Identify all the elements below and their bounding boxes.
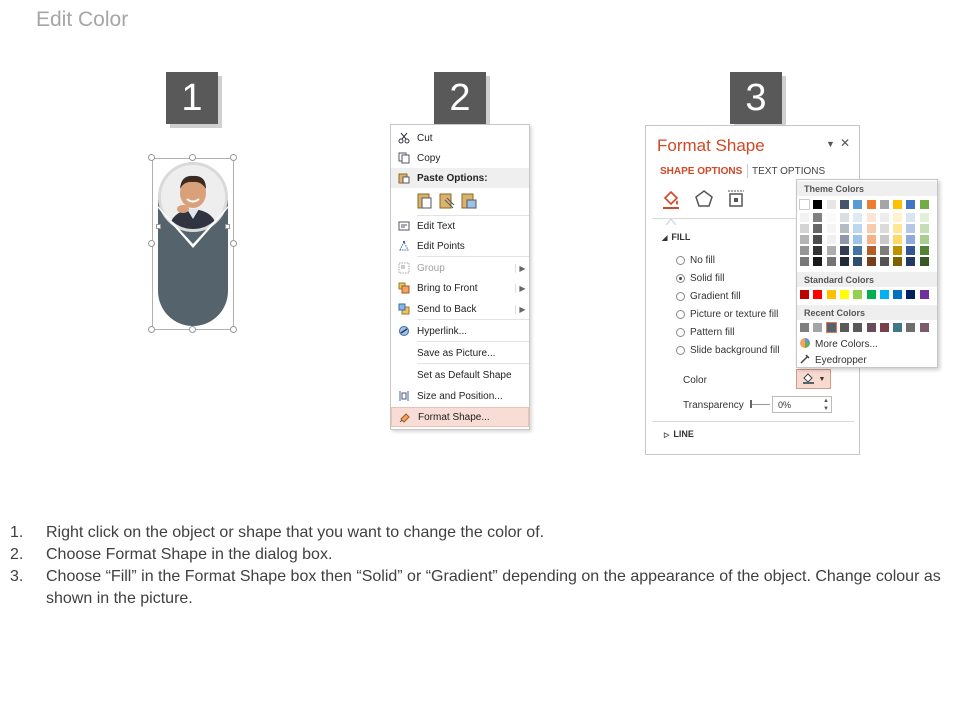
radio-button[interactable]	[676, 292, 685, 301]
theme-color-shade-swatch[interactable]	[867, 257, 876, 266]
recent-color-swatch[interactable]	[893, 323, 902, 332]
theme-color-swatch[interactable]	[906, 200, 915, 209]
resize-handle[interactable]	[148, 154, 155, 161]
resize-handle[interactable]	[189, 154, 196, 161]
theme-color-shade-swatch[interactable]	[880, 246, 889, 255]
theme-color-swatch[interactable]	[827, 200, 836, 209]
radio-picture-fill[interactable]: Picture or texture fill	[676, 309, 778, 320]
submenu-arrow-icon[interactable]: ▶	[515, 284, 529, 293]
pane-divider	[652, 421, 854, 422]
theme-color-shade-swatch[interactable]	[827, 213, 836, 222]
theme-color-swatch[interactable]	[920, 200, 929, 209]
chevron-down-icon: ▼	[818, 375, 826, 383]
theme-color-shade-swatch[interactable]	[906, 257, 915, 266]
paste-keep-formatting-icon[interactable]	[417, 192, 433, 213]
radio-button[interactable]	[676, 328, 685, 337]
theme-color-shade-swatch[interactable]	[880, 235, 889, 244]
bring-front-icon	[391, 282, 417, 294]
send-back-icon	[391, 303, 417, 315]
theme-color-shade-swatch[interactable]	[853, 224, 862, 233]
menu-item-edit-text[interactable]: Edit Text	[391, 216, 529, 236]
menu-item-set-default-shape[interactable]: Set as Default Shape	[417, 369, 512, 381]
theme-color-shade-swatch[interactable]	[813, 213, 822, 222]
theme-colors-header: Theme Colors	[797, 181, 937, 196]
chevron-notch	[158, 206, 228, 248]
tab-shape-options[interactable]: SHAPE OPTIONS	[660, 166, 743, 177]
spinner-arrows-icon[interactable]: ▲ ▼	[823, 398, 829, 412]
radio-no-fill[interactable]: No fill	[676, 255, 715, 266]
pane-options-dropdown-icon[interactable]: ▼	[826, 139, 835, 149]
paste-icon	[391, 172, 417, 184]
theme-color-shade-swatch[interactable]	[880, 224, 889, 233]
theme-color-shade-swatch[interactable]	[920, 235, 929, 244]
recent-color-swatch[interactable]	[906, 323, 915, 332]
step-badge-1: 1	[166, 72, 218, 124]
format-pane-title: Format Shape	[657, 136, 765, 155]
theme-color-shade-swatch[interactable]	[867, 213, 876, 222]
paste-destination-theme-icon[interactable]	[439, 192, 455, 213]
edit-points-icon	[391, 240, 417, 252]
page-title: Edit Color	[36, 8, 129, 31]
theme-color-shade-swatch[interactable]	[800, 257, 809, 266]
standard-color-swatch[interactable]	[853, 290, 862, 299]
eyedropper-option[interactable]: Eyedropper	[799, 353, 867, 368]
instructions-list	[10, 522, 950, 610]
radio-button[interactable]	[676, 256, 685, 265]
theme-color-shade-swatch[interactable]	[813, 224, 822, 233]
group-icon	[391, 262, 417, 274]
menu-item-save-as-picture[interactable]: Save as Picture...	[417, 347, 496, 359]
menu-separator	[417, 341, 529, 342]
instruction-item: 2. Choose Format Shape in the dialog box.	[10, 546, 333, 563]
tab-text-options[interactable]: TEXT OPTIONS	[752, 166, 826, 177]
copy-icon	[391, 152, 417, 164]
recent-color-swatch[interactable]	[840, 323, 849, 332]
radio-button-selected[interactable]	[676, 274, 685, 283]
paste-as-picture-icon[interactable]	[461, 192, 477, 213]
theme-color-shade-swatch[interactable]	[840, 235, 849, 244]
submenu-arrow-icon[interactable]: ▶	[515, 305, 529, 314]
recent-color-swatch[interactable]	[813, 323, 822, 332]
theme-color-shade-swatch[interactable]	[893, 235, 902, 244]
standard-color-swatch[interactable]	[867, 290, 876, 299]
standard-color-swatch[interactable]	[880, 290, 889, 299]
menu-separator	[417, 319, 529, 320]
recent-color-swatch[interactable]	[920, 323, 929, 332]
recent-color-swatch[interactable]	[880, 323, 889, 332]
menu-item-edit-points[interactable]: Edit Points	[391, 236, 529, 256]
menu-separator	[417, 363, 529, 364]
theme-color-shade-swatch[interactable]	[840, 213, 849, 222]
menu-item-cut[interactable]: Cut	[391, 128, 529, 148]
theme-color-shade-swatch[interactable]	[813, 235, 822, 244]
line-section-header[interactable]: ▷ LINE	[664, 429, 694, 439]
theme-color-swatch[interactable]	[853, 200, 862, 209]
radio-slide-background-fill[interactable]: Slide background fill	[676, 345, 780, 356]
radio-button[interactable]	[676, 346, 685, 355]
scissors-icon	[391, 132, 417, 144]
theme-color-shade-swatch[interactable]	[920, 224, 929, 233]
transparency-input[interactable]: 0% ▲ ▼	[772, 396, 832, 413]
theme-color-swatch[interactable]	[880, 200, 889, 209]
radio-pattern-fill[interactable]: Pattern fill	[676, 327, 734, 338]
expand-triangle-icon: ▷	[664, 432, 670, 439]
theme-color-swatch[interactable]	[893, 200, 902, 209]
resize-handle[interactable]	[230, 326, 237, 333]
paint-bucket-icon	[802, 372, 816, 386]
menu-item-copy[interactable]: Copy	[391, 148, 529, 168]
theme-color-shade-swatch[interactable]	[853, 235, 862, 244]
theme-color-shade-swatch[interactable]	[800, 213, 809, 222]
recent-colors-header: Recent Colors	[797, 305, 937, 320]
theme-color-shade-swatch[interactable]	[867, 224, 876, 233]
slider-thumb[interactable]	[750, 400, 752, 408]
transparency-slider[interactable]	[750, 404, 770, 405]
resize-handle[interactable]	[148, 326, 155, 333]
theme-color-shade-swatch[interactable]	[827, 246, 836, 255]
theme-color-shade-swatch[interactable]	[867, 235, 876, 244]
recent-color-swatch[interactable]	[853, 323, 862, 332]
theme-color-shade-swatch[interactable]	[906, 246, 915, 255]
theme-color-shade-swatch[interactable]	[800, 224, 809, 233]
theme-color-shade-swatch[interactable]	[800, 235, 809, 244]
hyperlink-icon	[391, 325, 417, 337]
standard-color-swatch[interactable]	[893, 290, 902, 299]
theme-color-shade-swatch[interactable]	[906, 224, 915, 233]
close-icon[interactable]: ✕	[840, 136, 851, 150]
recent-color-swatch[interactable]	[827, 323, 836, 332]
standard-color-swatch[interactable]	[906, 290, 915, 299]
format-shape-icon	[392, 411, 418, 423]
theme-color-shade-swatch[interactable]	[800, 246, 809, 255]
theme-color-swatch[interactable]	[840, 200, 849, 209]
theme-color-shade-swatch[interactable]	[893, 224, 902, 233]
recent-color-swatch[interactable]	[800, 323, 809, 332]
standard-color-swatch[interactable]	[800, 290, 809, 299]
theme-color-shade-swatch[interactable]	[880, 213, 889, 222]
menu-item-size-position[interactable]: Size and Position...	[391, 386, 529, 406]
theme-color-shade-swatch[interactable]	[893, 213, 902, 222]
theme-color-shade-swatch[interactable]	[906, 235, 915, 244]
context-menu	[390, 124, 530, 430]
recent-color-swatch[interactable]	[867, 323, 876, 332]
paste-options-row	[391, 190, 529, 214]
theme-color-swatch[interactable]	[867, 200, 876, 209]
menu-item-format-shape[interactable]: Format Shape...	[391, 407, 529, 427]
theme-color-shade-swatch[interactable]	[813, 257, 822, 266]
fill-section-header[interactable]: ◢ FILL	[662, 232, 691, 242]
collapse-triangle-icon: ◢	[662, 235, 668, 242]
standard-color-swatch[interactable]	[840, 290, 849, 299]
instruction-item: 1. Right click on the object or shape that you want to change the color of.	[10, 524, 545, 541]
color-wheel-icon	[799, 337, 811, 352]
fill-color-button[interactable]	[796, 369, 831, 389]
theme-color-shade-swatch[interactable]	[867, 246, 876, 255]
instruction-item: 3. Choose “Fill” in the Format Shape box then “Solid” or “Gradient” depending on the appearance of the object. Change colour as shown in the picture.	[10, 568, 941, 607]
theme-color-shade-swatch[interactable]	[920, 213, 929, 222]
theme-color-shade-swatch[interactable]	[840, 246, 849, 255]
transparency-label: Transparency	[683, 400, 744, 411]
theme-color-shade-swatch[interactable]	[827, 257, 836, 266]
radio-gradient-fill[interactable]: Gradient fill	[676, 291, 741, 302]
resize-handle[interactable]	[148, 240, 155, 247]
theme-color-swatch[interactable]	[813, 200, 822, 209]
theme-color-shade-swatch[interactable]	[893, 257, 902, 266]
menu-item-hyperlink[interactable]: Hyperlink...	[391, 321, 529, 341]
tab-divider	[747, 164, 748, 178]
theme-color-shade-swatch[interactable]	[920, 246, 929, 255]
adjust-handle[interactable]	[225, 224, 230, 229]
menu-separator	[417, 256, 529, 257]
radio-solid-fill[interactable]: Solid fill	[676, 273, 724, 284]
menu-paste-options-header: Paste Options:	[391, 168, 529, 188]
theme-color-shade-swatch[interactable]	[840, 257, 849, 266]
size-position-icon	[391, 390, 417, 402]
standard-color-swatch[interactable]	[920, 290, 929, 299]
color-label: Color	[683, 375, 707, 386]
standard-colors-header: Standard Colors	[797, 272, 937, 287]
menu-item-send-to-back[interactable]: Send to Back ▶	[391, 299, 529, 319]
fill-line-icon[interactable]	[660, 188, 682, 215]
submenu-arrow-icon: ▶	[515, 264, 529, 273]
menu-item-group: Group ▶	[391, 258, 529, 278]
adjust-handle[interactable]	[156, 224, 161, 229]
selected-shape[interactable]	[152, 158, 234, 334]
theme-color-swatch[interactable]	[800, 200, 809, 209]
step-badge-3: 3	[730, 72, 782, 124]
standard-color-swatch[interactable]	[813, 290, 822, 299]
eyedropper-icon	[799, 353, 811, 368]
theme-color-shade-swatch[interactable]	[920, 257, 929, 266]
theme-color-shade-swatch[interactable]	[906, 213, 915, 222]
size-properties-icon[interactable]	[726, 189, 746, 214]
theme-color-shade-swatch[interactable]	[853, 257, 862, 266]
edit-text-icon	[391, 220, 417, 232]
resize-handle[interactable]	[230, 154, 237, 161]
standard-color-swatch[interactable]	[827, 290, 836, 299]
radio-button[interactable]	[676, 310, 685, 319]
theme-color-shade-swatch[interactable]	[813, 246, 822, 255]
theme-color-shade-swatch[interactable]	[880, 257, 889, 266]
theme-color-shade-swatch[interactable]	[853, 213, 862, 222]
theme-color-shade-swatch[interactable]	[893, 246, 902, 255]
effects-icon[interactable]	[694, 189, 714, 214]
resize-handle[interactable]	[189, 326, 196, 333]
theme-color-shade-swatch[interactable]	[827, 235, 836, 244]
menu-item-bring-to-front[interactable]: Bring to Front ▶	[391, 278, 529, 298]
more-colors-option[interactable]: More Colors...	[799, 337, 878, 352]
step-badge-2: 2	[434, 72, 486, 124]
theme-color-shade-swatch[interactable]	[840, 224, 849, 233]
color-picker-dropdown	[796, 179, 938, 368]
resize-handle[interactable]	[230, 240, 237, 247]
theme-color-shade-swatch[interactable]	[827, 224, 836, 233]
theme-color-shade-swatch[interactable]	[853, 246, 862, 255]
